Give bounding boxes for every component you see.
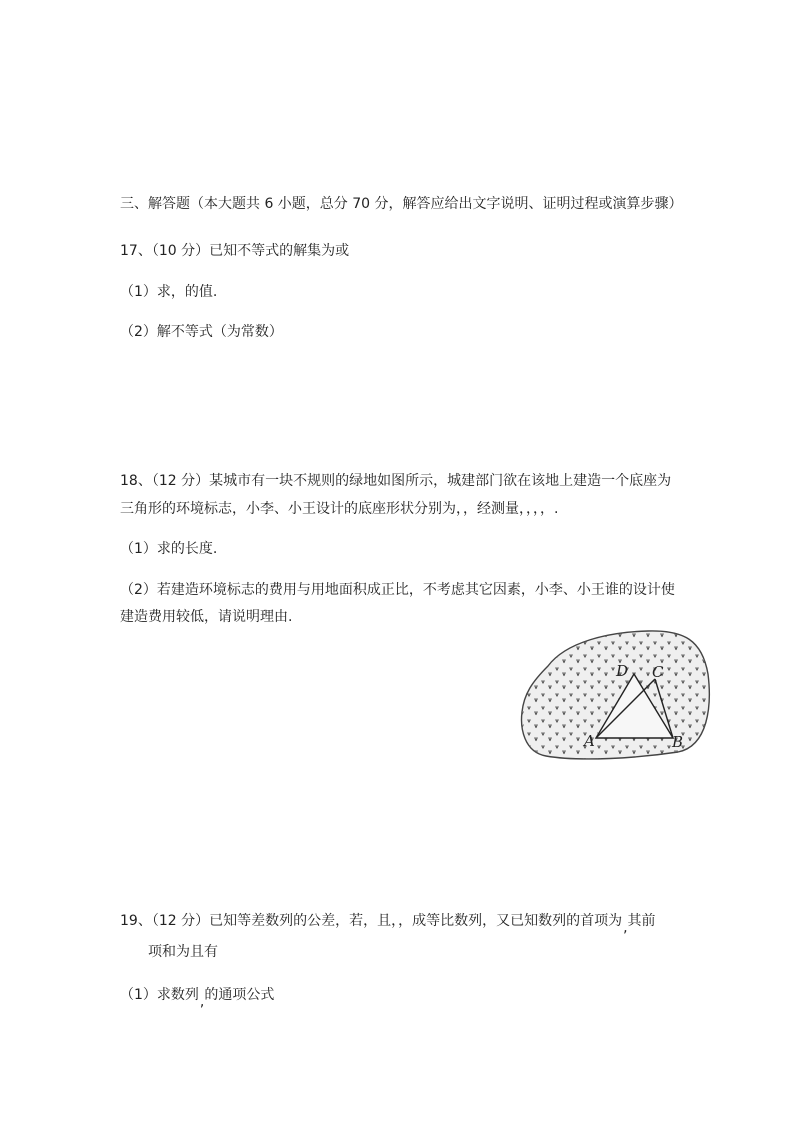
question-18-part-2-line-1: （2）若建造环境标志的费用与用地面积成正比，不考虑其它因素，小李、小王谁的设计使 bbox=[120, 582, 675, 598]
question-17-part-2: （2）解不等式（为常数） bbox=[120, 324, 283, 340]
point-a-label: A bbox=[584, 732, 595, 750]
question-18-part-2-line-2: 建造费用较低，请说明理由. bbox=[120, 609, 293, 625]
stray-comma: , bbox=[199, 994, 205, 1010]
question-19-part-1 bbox=[120, 985, 275, 1010]
question-17-stem: 17、（10 分）已知不等式的解集为或 bbox=[120, 243, 350, 259]
question-19-stem-line-1 bbox=[120, 911, 656, 936]
question-17-part-1: （1）求，的值. bbox=[120, 284, 218, 300]
point-c-label: C bbox=[652, 663, 664, 681]
question-19-stem-tail: 其前 bbox=[627, 913, 656, 929]
question-18-part-1: （1）求的长度. bbox=[120, 541, 218, 557]
green-land-figure bbox=[518, 628, 714, 764]
point-b-label: B bbox=[672, 733, 684, 751]
stray-comma: , bbox=[623, 920, 628, 936]
point-d-label: D bbox=[616, 662, 629, 680]
section-heading: 三、解答题（本大题共 6 小题，总分 70 分，解答应给出文字说明、证明过程或演算步骤） bbox=[120, 196, 683, 212]
question-18-stem-line-1: 18、（12 分）某城市有一块不规则的绿地如图所示，城建部门欲在该地上建造一个底座为 bbox=[120, 473, 672, 489]
question-18-stem-line-2: 三角形的环境标志，小李、小王设计的底座形状分别为，，经测量，，，，. bbox=[120, 501, 559, 517]
question-19-part-1-tail: 的通项公式 bbox=[204, 987, 275, 1003]
question-19-stem-line-2: 项和为且有 bbox=[148, 944, 218, 960]
question-19-part-1-text: （1）求数列 bbox=[120, 987, 199, 1003]
question-19-stem-text: 19、（12 分）已知等差数列的公差，若，且，，成等比数列，又已知数列的首项为 bbox=[120, 913, 623, 929]
